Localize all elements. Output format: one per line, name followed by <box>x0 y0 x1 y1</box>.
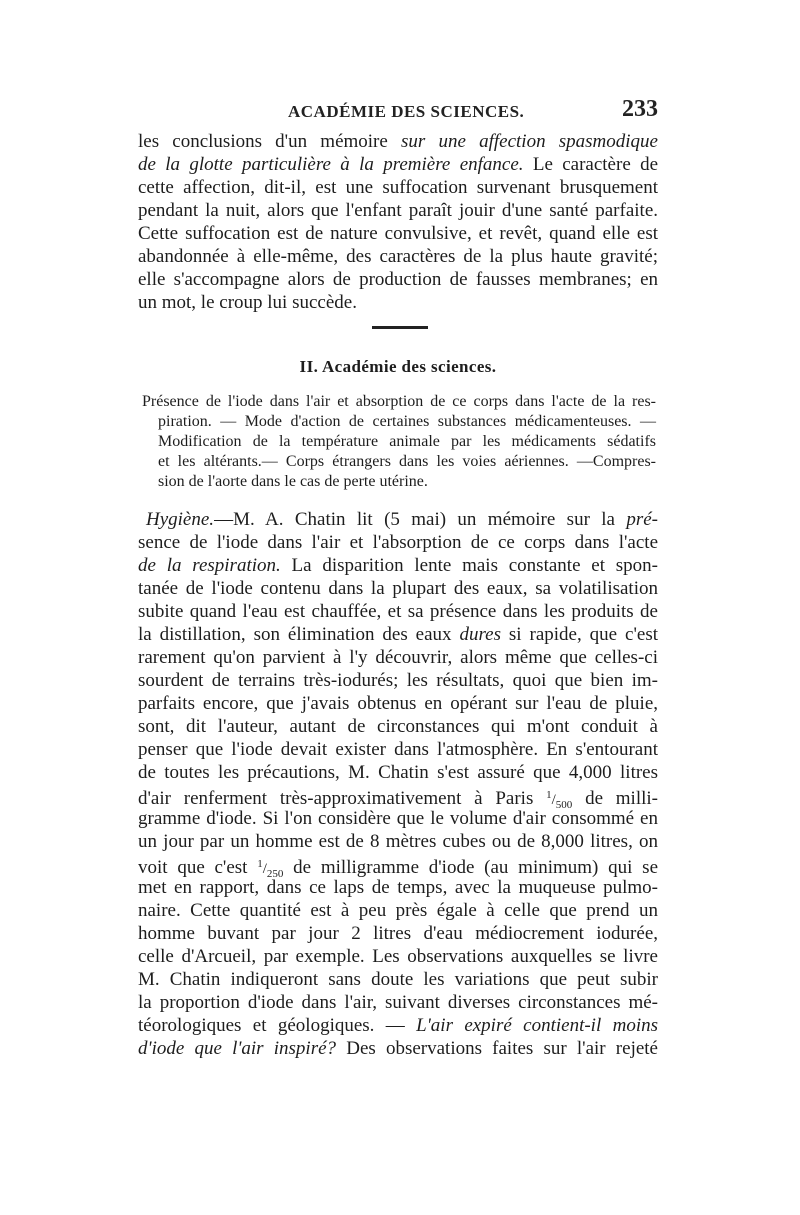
text-line: parfaits encore, que j'avais obtenus en opérant sur l'eau de pluie, <box>138 693 658 714</box>
text-line: sont, dit l'auteur, autant de circonstances qui m'ont conduit à <box>138 716 658 737</box>
text-line: penser que l'iode devait exister dans l'atmosphère. En s'entourant <box>138 739 658 760</box>
summary-line: piration. — Mode d'action de certaines substances médicamenteuses. — <box>158 413 656 430</box>
text-line: sence de l'iode dans l'air et l'absorption de ce corps dans l'acte <box>138 532 658 553</box>
text-line: naire. Cette quantité est à peu près égale à celle que prend un <box>138 900 658 921</box>
text-line: voit que c'est $^1/_{250}$ de milligramme d'iode (au minimum) qui se <box>138 857 659 880</box>
running-header <box>138 96 658 126</box>
text-line: M. Chatin indiqueront sans doute les variations que peut subir <box>138 969 658 990</box>
text-line: pendant la nuit, alors que l'enfant paraît jouir d'une santé parfaite. <box>138 200 658 221</box>
text-line: abandonnée à elle-même, des caractères de la plus haute gravité; <box>138 246 658 267</box>
text-line: la proportion d'iode dans l'air, suivant diverses circonstances mé- <box>138 992 658 1013</box>
text-line: sourdent de terrains très-iodurés; les résultats, quoi que bien im- <box>138 670 658 691</box>
summary-line: Présence de l'iode dans l'air et absorption de ce corps dans l'acte de la res- <box>142 393 656 410</box>
text-line: un jour par un homme est de 8 mètres cubes ou de 8,000 litres, on <box>138 831 658 852</box>
text-line: d'air renferment très-approximativement à Paris $^1/_{500}$ de milli- <box>138 788 659 811</box>
body-paragraph <box>138 508 658 1060</box>
text-line: Hygiène.—M. A. Chatin lit (5 mai) un mémoire sur la pré- <box>146 509 658 530</box>
fraction: $^1/_{500}$ <box>546 789 573 811</box>
text-line: rarement qu'on parvient à l'y découvrir, alors même que celles-ci <box>138 647 658 668</box>
text-line: un mot, le croup lui succède. <box>138 292 357 313</box>
text-line: téorologiques et géologiques. — L'air expiré contient-il moins <box>138 1015 658 1036</box>
page-number: 233 <box>622 96 658 122</box>
text-line: met en rapport, dans ce laps de temps, avec la muqueuse pulmo- <box>138 877 658 898</box>
running-title: ACADÉMIE DES SCIENCES. <box>288 102 525 121</box>
section-heading: II. Académie des sciences. <box>299 357 497 376</box>
summary-line: sion de l'aorte dans le cas de perte utérine. <box>158 473 428 490</box>
text-line: elle s'accompagne alors de production de fausses membranes; en <box>138 269 658 290</box>
text-line: subite quand l'eau est chauffée, et sa présence dans les produits de <box>138 601 658 622</box>
section-divider <box>372 326 428 329</box>
text-line: de la respiration. La disparition lente mais constante et spon- <box>138 555 658 576</box>
section-summary <box>142 392 656 492</box>
text-line: de la glotte particulière à la première enfance. Le caractère de <box>138 154 659 175</box>
fraction: $^1/_{250}$ <box>257 858 284 880</box>
text-line: d'iode que l'air inspiré? Des observations faites sur l'air rejeté <box>138 1038 658 1059</box>
text-line: tanée de l'iode contenu dans la plupart des eaux, sa volatilisation <box>138 578 658 599</box>
text-line: homme buvant par jour 2 litres d'eau médiocrement iodurée, <box>138 923 658 944</box>
text-line: la distillation, son élimination des eaux dures si rapide, que c'est <box>138 624 658 645</box>
summary-line: et les altérants.— Corps étrangers dans les voies aériennes. —Compres- <box>158 453 656 470</box>
text-line: Cette suffocation est de nature convulsive, et revêt, quand elle est <box>138 223 658 244</box>
text-line: les conclusions d'un mémoire sur une affection spasmodique <box>138 131 658 152</box>
text-line: cette affection, dit-il, est une suffocation survenant brusquement <box>138 177 658 198</box>
text-line: gramme d'iode. Si l'on considère que le volume d'air consommé en <box>138 808 658 829</box>
intro-paragraph <box>138 130 658 314</box>
text-line: de toutes les précautions, M. Chatin s'est assuré que 4,000 litres <box>138 762 658 783</box>
text-line: celle d'Arcueil, par exemple. Les observations auxquelles se livre <box>138 946 658 967</box>
summary-line: Modification de la température animale par les médicaments sédatifs <box>158 433 656 450</box>
